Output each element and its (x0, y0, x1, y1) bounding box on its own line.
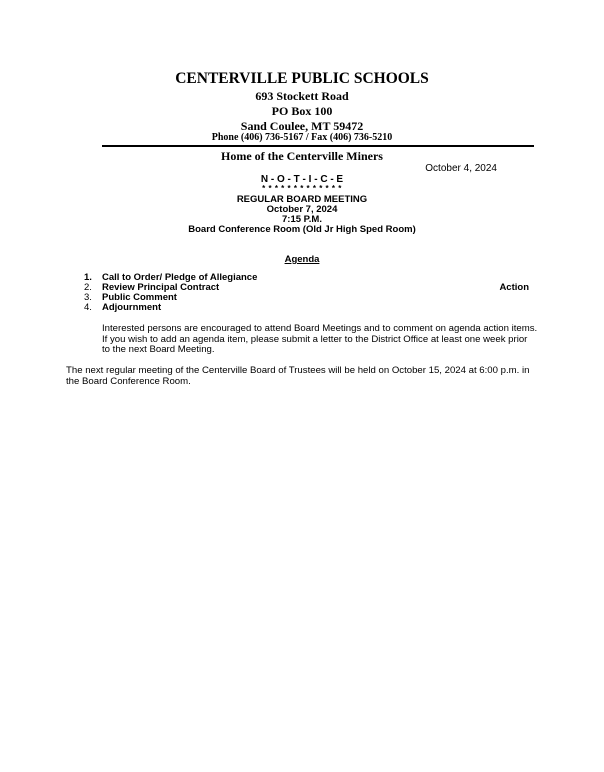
agenda-item-number: 3. (84, 292, 92, 303)
agenda-item-label: Adjournment (102, 302, 162, 313)
agenda-heading-text: Agenda (284, 254, 320, 265)
address-po-box: PO Box 100 (271, 104, 333, 118)
agenda-heading (0, 254, 604, 265)
school-tagline: Home of the Centerville Miners (221, 149, 383, 163)
notice-heading: N - O - T - I - C - E (260, 174, 344, 185)
next-meeting-paragraph: The next regular meeting of the Centerville Board of Trustees will be held on October 15, 2024 at 6:00 p.m. in the Board Conference Room. (66, 365, 530, 387)
school-name: CENTERVILLE PUBLIC SCHOOLS (175, 70, 429, 87)
agenda-item-label: Review Principal Contract (102, 282, 220, 293)
interested-persons-paragraph: Interested persons are encouraged to attend Board Meetings and to comment on agenda action items. If you wish to add an agenda item, please submit a letter to the District Office at least one week prior to the next Board Meeting. (102, 323, 538, 355)
agenda-item-number: 4. (84, 302, 92, 313)
agenda-item-number: 1. (84, 272, 92, 283)
agenda-item (84, 303, 534, 313)
meeting-date: October 7, 2024 (266, 204, 338, 215)
meeting-title: REGULAR BOARD MEETING (236, 194, 368, 205)
address-street: 693 Stockett Road (255, 89, 349, 103)
address-city-state: Sand Coulee, MT 59472 (240, 119, 364, 133)
agenda-item-label: Call to Order/ Pledge of Allegiance (102, 272, 258, 283)
phone-fax: Phone (406) 736-5167 / Fax (406) 736-5210 (211, 132, 393, 143)
agenda-list (84, 273, 534, 313)
meeting-place: Board Conference Room (Old Jr High Sped Room) (188, 224, 416, 235)
notice-date: October 4, 2024 (425, 163, 497, 174)
agenda-item-action: Action (499, 282, 529, 293)
letterhead-divider (102, 145, 534, 147)
notice-stars: * * * * * * * * * * * * * (262, 184, 342, 193)
agenda-item-number: 2. (84, 282, 92, 293)
meeting-time: 7:15 P.M. (282, 214, 322, 225)
agenda-item-label: Public Comment (102, 292, 177, 303)
